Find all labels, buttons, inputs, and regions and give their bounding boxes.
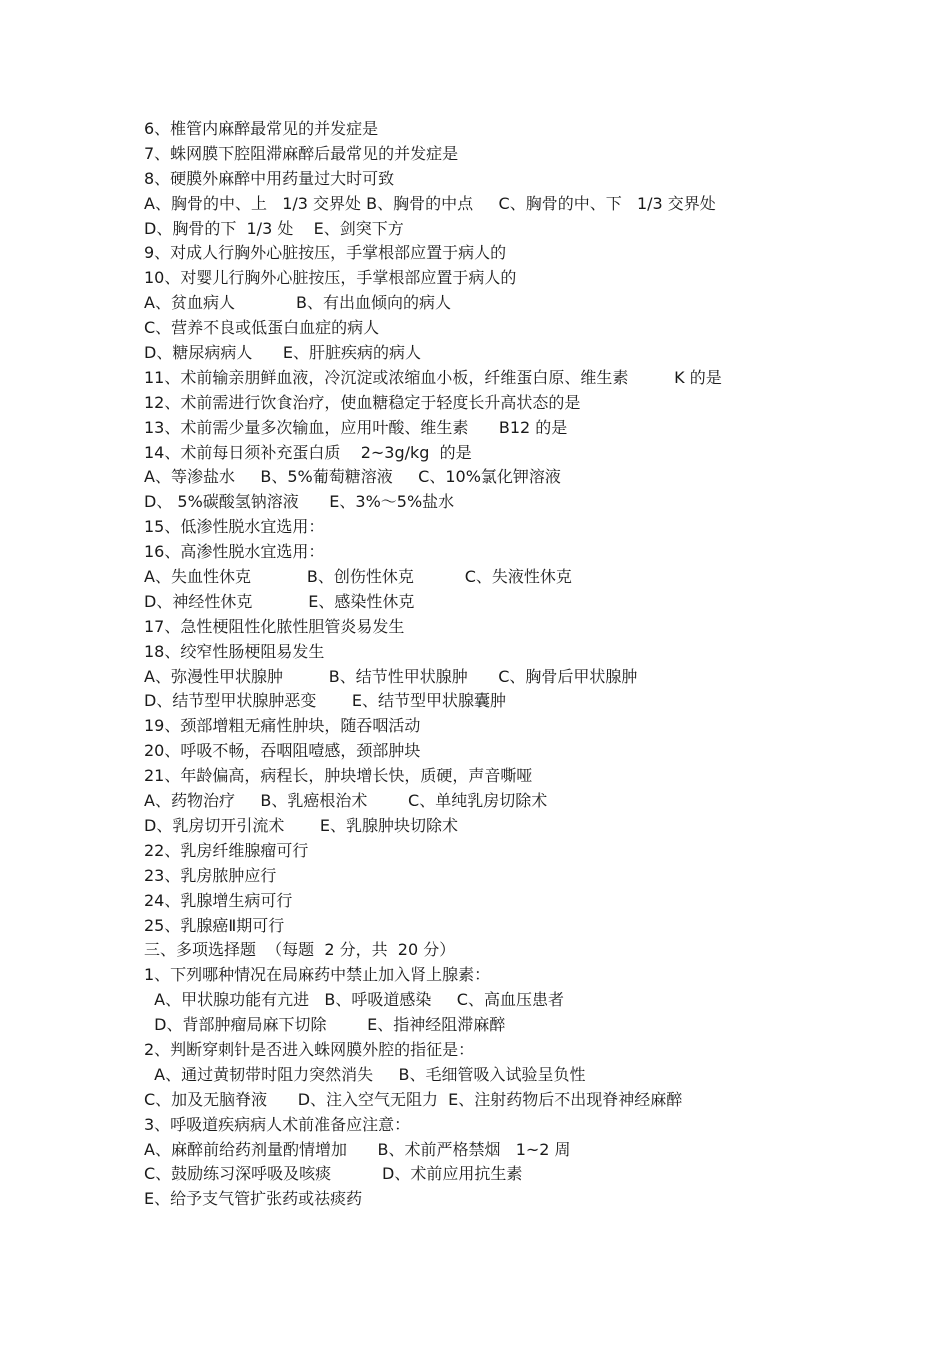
section-heading: 三、多项选择题 （每题 2 分，共 20 分） [144, 940, 456, 960]
question-line: 10、对婴儿行胸外心脏按压，手掌根部应置于病人的 [144, 268, 517, 288]
option-line: D、神经性休克 E、感染性休克 [144, 591, 415, 611]
question-line: 6、椎管内麻醉最常见的并发症是 [144, 119, 379, 138]
question-line: 11、术前输亲朋鲜血液，冷沉淀或浓缩血小板，纤维蛋白原、维生素 K 的是 [144, 367, 722, 387]
question-line: 23、乳房脓肿应行 [144, 865, 277, 885]
question-line: 9、对成人行胸外心脏按压，手掌根部应置于病人的 [144, 243, 507, 263]
option-line: A、麻醉前给药剂量酌情增加 B、术前严格禁烟 1~2 周 [144, 1139, 571, 1159]
option-line: C、鼓励练习深呼吸及咳痰 D、术前应用抗生素 [144, 1164, 523, 1184]
question-line: 1、下列哪种情况在局麻药中禁止加入肾上腺素： [144, 965, 491, 985]
question-line: 3、呼吸道疾病病人术前准备应注意： [144, 1114, 411, 1134]
option-line: C、营养不良或低蛋白血症的病人 [144, 318, 380, 338]
question-line: 21、年龄偏高，病程长，肿块增长快，质硬，声音嘶哑 [144, 766, 533, 786]
question-line: 2、判断穿刺针是否进入蛛网膜外腔的指征是： [144, 1039, 475, 1059]
option-line: D、胸骨的下 1/3 处 E、剑突下方 [144, 218, 404, 238]
option-line: C、加及无脑脊液 D、注入空气无阻力 E、注射药物后不出现脊神经麻醉 [144, 1089, 683, 1109]
question-line: 18、绞窄性肠梗阻易发生 [144, 641, 325, 661]
option-line: A、药物治疗 B、乳癌根治术 C、单纯乳房切除术 [144, 791, 548, 811]
option-line: D、 5%碳酸氢钠溶液 E、3%～5%盐水 [144, 492, 455, 512]
question-line: 16、高渗性脱水宜选用： [144, 542, 325, 562]
question-line: 20、呼吸不畅，吞咽阻噎感，颈部肿块 [144, 741, 421, 761]
question-line: 13、术前需少量多次输血，应用叶酸、维生素 B12 的是 [144, 417, 568, 437]
question-line: 8、硬膜外麻醉中用药量过大时可致 [144, 168, 395, 188]
option-line: A、贫血病人 B、有出血倾向的病人 [144, 293, 451, 313]
question-line: 12、术前需进行饮食治疗，使血糖稳定于轻度长升高状态的是 [144, 392, 581, 412]
option-line: A、胸骨的中、上 1/3 交界处 B、胸骨的中点 C、胸骨的中、下 1/3 交界处 [144, 193, 716, 213]
question-line: 22、乳房纤维腺瘤可行 [144, 840, 309, 860]
option-line: E、给予支气管扩张药或祛痰药 [144, 1189, 363, 1209]
option-line: D、乳房切开引流术 E、乳腺肿块切除术 [144, 815, 459, 835]
option-line: D、结节型甲状腺肿恶变 E、结节型甲状腺囊肿 [144, 691, 507, 711]
option-line: A、等渗盐水 B、5%葡萄糖溶液 C、10%氯化钾溶液 [144, 467, 561, 487]
question-line: 7、蛛网膜下腔阻滞麻醉后最常见的并发症是 [144, 143, 459, 163]
question-line: 25、乳腺癌Ⅱ期可行 [144, 915, 285, 935]
question-line: 17、急性梗阻性化脓性胆管炎易发生 [144, 616, 405, 636]
question-line: 15、低渗性脱水宜选用： [144, 517, 325, 537]
option-line: D、背部肿瘤局麻下切除 E、指神经阻滞麻醉 [144, 1015, 506, 1035]
question-line: 19、颈部增粗无痛性肿块，随吞咽活动 [144, 716, 421, 736]
option-line: A、甲状腺功能有亢进 B、呼吸道感染 C、高血压患者 [144, 990, 564, 1010]
option-line: A、失血性休克 B、创伤性休克 C、失液性休克 [144, 567, 572, 587]
exam-text [144, 117, 904, 1212]
option-line: A、弥漫性甲状腺肿 B、结节性甲状腺肿 C、胸骨后甲状腺肿 [144, 666, 638, 686]
option-line: D、糖尿病病人 E、肝脏疾病的病人 [144, 343, 421, 363]
question-line: 14、术前每日须补充蛋白质 2~3g/kg 的是 [144, 442, 472, 462]
option-line: A、通过黄韧带时阻力突然消失 B、毛细管吸入试验呈负性 [144, 1064, 586, 1084]
question-line: 24、乳腺增生病可行 [144, 890, 293, 910]
